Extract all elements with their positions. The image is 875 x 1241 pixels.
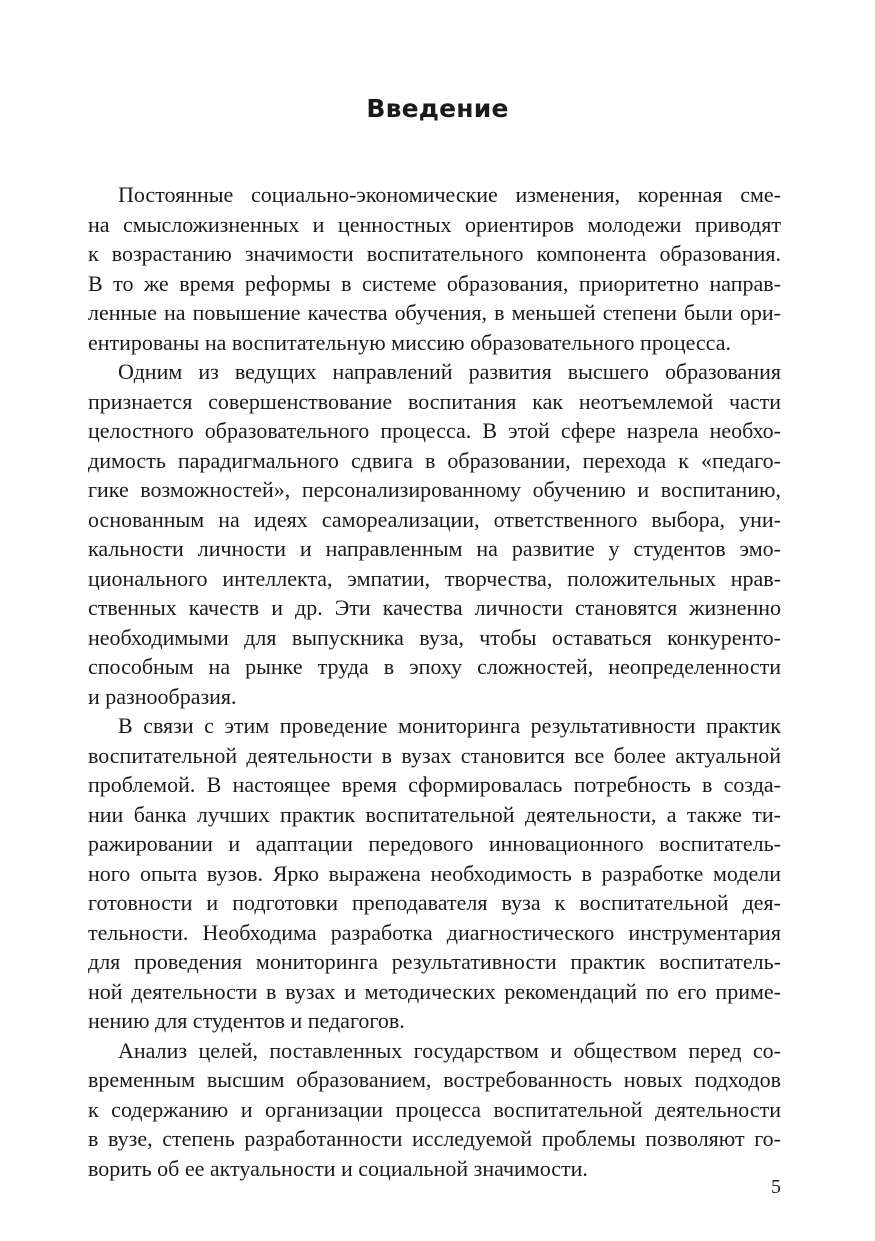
text-line: воспитательной деятельности в вузах становится все более актуальной bbox=[88, 742, 781, 768]
text-line: В то же время реформы в системе образования, приоритетно направ- bbox=[88, 270, 781, 296]
text-line: гике возможностей», персонализированному обучению и воспитанию, bbox=[88, 477, 781, 502]
text-line: признается совершенствование воспитания как неотъемлемой части bbox=[88, 388, 781, 414]
text-line: В связи с этим проведение мониторинга результативности практик bbox=[118, 713, 781, 738]
text-line: к содержанию и организации процесса воспитательной деятельности bbox=[88, 1096, 781, 1122]
text-line: ционального интеллекта, эмпатии, творчества, положительных нрав- bbox=[88, 565, 781, 591]
paragraph bbox=[88, 1036, 781, 1184]
text-line: нению для студентов и педагогов. bbox=[88, 1008, 405, 1033]
text-line: нии банка лучших практик воспитательной деятельности, а также ти- bbox=[88, 801, 781, 827]
text-line: основанным на идеях самореализации, ответственного выбора, уни- bbox=[88, 506, 781, 532]
text-line: и разнообразия. bbox=[88, 683, 237, 709]
body-text bbox=[88, 180, 781, 1183]
text-line: к возрастанию значимости воспитательного компонента образования. bbox=[88, 241, 781, 266]
text-line: ственных качеств и др. Эти качества личности становятся жизненно bbox=[88, 595, 781, 620]
paragraph bbox=[88, 180, 781, 357]
paragraph bbox=[88, 711, 781, 1036]
text-line: ентированы на воспитательную миссию образовательного процесса. bbox=[88, 329, 731, 355]
text-line: способным на рынке труда в эпоху сложностей, неопределенности bbox=[88, 654, 781, 679]
text-line: Постоянные социально-экономические изменения, коренная сме- bbox=[118, 182, 781, 207]
text-line: ражировании и адаптации передового инновационного воспитатель- bbox=[88, 831, 781, 856]
text-line: для проведения мониторинга результативности практик воспитатель- bbox=[88, 949, 781, 974]
text-line: необходимыми для выпускника вуза, чтобы оставаться конкуренто- bbox=[88, 624, 781, 650]
text-line: целостного образовательного процесса. В этой сфере назрела необхо- bbox=[88, 418, 781, 443]
text-line: ной деятельности в вузах и методических рекомендаций по его приме- bbox=[88, 978, 781, 1004]
text-line: Анализ целей, поставленных государством и обществом перед со- bbox=[118, 1037, 781, 1063]
text-line: на смысложизненных и ценностных ориентиров молодежи приводят bbox=[88, 211, 781, 237]
text-line: димость парадигмального сдвига в образовании, перехода к «педаго- bbox=[88, 447, 781, 473]
text-line: готовности и подготовки преподавателя вуза к воспитательной дея- bbox=[88, 890, 781, 915]
text-line: временным высшим образованием, востребованность новых подходов bbox=[88, 1067, 781, 1092]
text-line: Одним из ведущих направлений развития высшего образования bbox=[118, 359, 781, 384]
page-number: 5 bbox=[771, 1176, 781, 1198]
text-line: кальности личности и направленным на развитие у студентов эмо- bbox=[88, 536, 781, 561]
page-title: Введение bbox=[366, 94, 509, 123]
text-line: в вузе, степень разработанности исследуемой проблемы позволяют го- bbox=[88, 1126, 781, 1151]
text-line: ворить об ее актуальности и социальной значимости. bbox=[88, 1155, 588, 1181]
paragraph bbox=[88, 357, 781, 711]
text-line: ного опыта вузов. Ярко выражена необходимость в разработке модели bbox=[88, 860, 781, 886]
text-line: проблемой. В настоящее время сформировалась потребность в созда- bbox=[88, 772, 781, 797]
text-line: ленные на повышение качества обучения, в меньшей степени были ори- bbox=[88, 300, 781, 325]
text-line: тельности. Необходима разработка диагностического инструментария bbox=[88, 919, 781, 945]
